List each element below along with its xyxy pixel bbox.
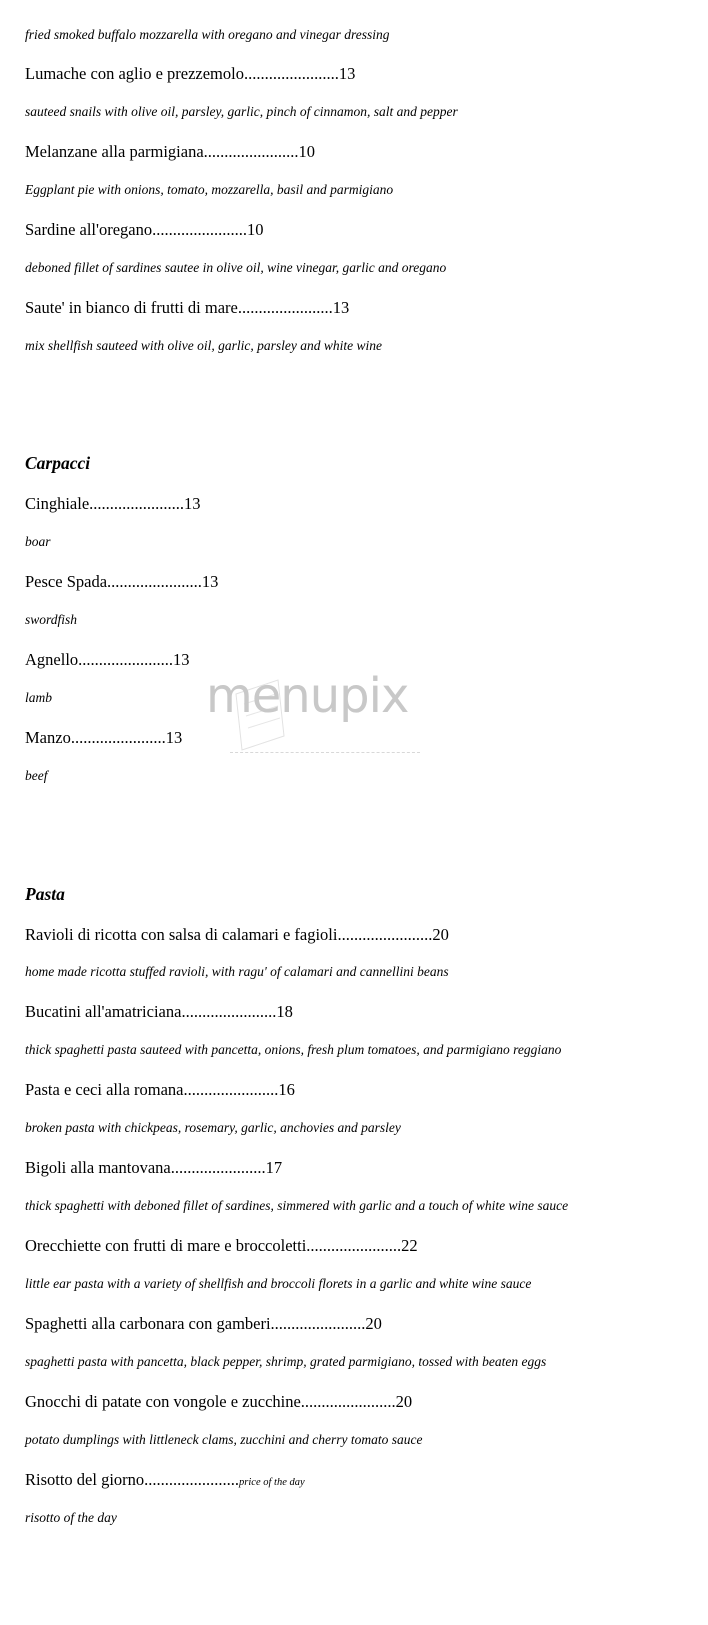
menu-item [25,650,190,670]
menu-item-text: Bucatini all'amatriciana.......................18 [25,1002,293,1021]
section-heading [25,884,65,905]
menu-item-text: Pesce Spada.......................13 [25,572,219,591]
menu-item [25,572,218,592]
item-description [25,1276,531,1292]
menu-item-text: Ravioli di ricotta con salsa di calamari e fagioli.......................20 [25,925,449,944]
item-description [25,1120,401,1136]
menu-item [25,1002,293,1022]
item-description-text: lamb [25,690,52,705]
menu-item-text: Cinghiale.......................13 [25,494,201,513]
section-heading [25,453,90,474]
menu-item [25,1470,305,1490]
menu-item-text: Orecchiette con frutti di mare e broccoletti.......................22 [25,1236,418,1255]
item-description-text: sauteed snails with olive oil, parsley, garlic, pinch of cinnamon, salt and pepper [25,104,458,119]
watermark-text: menupix [206,668,409,724]
item-description [25,612,77,628]
item-description [25,964,449,980]
menu-item-text: Saute' in bianco di frutti di mare.......................13 [25,298,350,317]
item-description-text: Eggplant pie with onions, tomato, mozzarella, basil and parmigiano [25,182,394,197]
menu-item [25,1080,295,1100]
menu-item-text: Lumache con aglio e prezzemolo.......................13 [25,64,356,83]
item-description-text: boar [25,534,51,549]
item-description-text: risotto of the day [25,1510,117,1525]
price-note: price of the day [239,1477,305,1488]
menu-item [25,220,264,240]
item-description [25,338,382,354]
menu-item-text: Pasta e ceci alla romana.......................16 [25,1080,295,1099]
menu-item [25,1158,282,1178]
menu-item-text: Sardine all'oregano.......................10 [25,220,264,239]
item-description-text: broken pasta with chickpeas, rosemary, garlic, anchovies and parsley [25,1120,401,1135]
menu-item [25,1236,418,1256]
item-description [25,260,446,276]
section-heading-text: Carpacci [25,453,91,473]
menu-item [25,298,349,318]
item-description [25,1354,546,1370]
item-description [25,27,389,43]
menu-item [25,1392,412,1412]
menu-item [25,494,201,514]
menu-item-text: Risotto del giorno....................... [25,1470,240,1489]
item-description-text: swordfish [25,612,78,627]
item-description-text: thick spaghetti with deboned fillet of sardines, simmered with garlic and a touch of white wine sauce [25,1198,569,1213]
menu-item [25,64,355,84]
item-description [25,1198,568,1214]
item-description-text: little ear pasta with a variety of shellfish and broccoli florets in a garlic and white wine sauce [25,1276,532,1291]
item-description-text: home made ricotta stuffed ravioli, with ragu' of calamari and cannellini beans [25,964,449,979]
item-description [25,768,48,784]
item-description [25,1432,422,1448]
menu-item-text: Bigoli alla mantovana.......................17 [25,1158,283,1177]
menu-item-text: Manzo.......................13 [25,728,183,747]
menu-item-text: Melanzane alla parmigiana.......................10 [25,142,316,161]
menu-item-text: Gnocchi di patate con vongole e zucchine.......................20 [25,1392,413,1411]
menu-item [25,925,449,945]
section-heading-text: Pasta [25,884,65,904]
watermark-underline [230,752,420,753]
menu-item [25,728,182,748]
item-description [25,1042,561,1058]
menu-item [25,1314,382,1334]
item-description [25,1510,117,1526]
item-description [25,104,458,120]
item-description [25,182,393,198]
item-description-text: deboned fillet of sardines sautee in olive oil, wine vinegar, garlic and oregano [25,260,447,275]
menu-item [25,142,315,162]
item-description-text: spaghetti pasta with pancetta, black pepper, shrimp, grated parmigiano, tossed with beaten eggs [25,1354,547,1369]
item-description-text: mix shellfish sauteed with olive oil, garlic, parsley and white wine [25,338,382,353]
watermark-logo [200,666,425,776]
item-description-text: fried smoked buffalo mozzarella with oregano and vinegar dressing [25,27,390,42]
menu-item-text: Spaghetti alla carbonara con gamberi.......................20 [25,1314,382,1333]
item-description-text: potato dumplings with littleneck clams, zucchini and cherry tomato sauce [25,1432,423,1447]
item-description-text: thick spaghetti pasta sauteed with pancetta, onions, fresh plum tomatoes, and parmigiano reggiano [25,1042,562,1057]
item-description [25,690,52,706]
item-description-text: beef [25,768,48,783]
menu-item-text: Agnello.......................13 [25,650,190,669]
item-description [25,534,51,550]
